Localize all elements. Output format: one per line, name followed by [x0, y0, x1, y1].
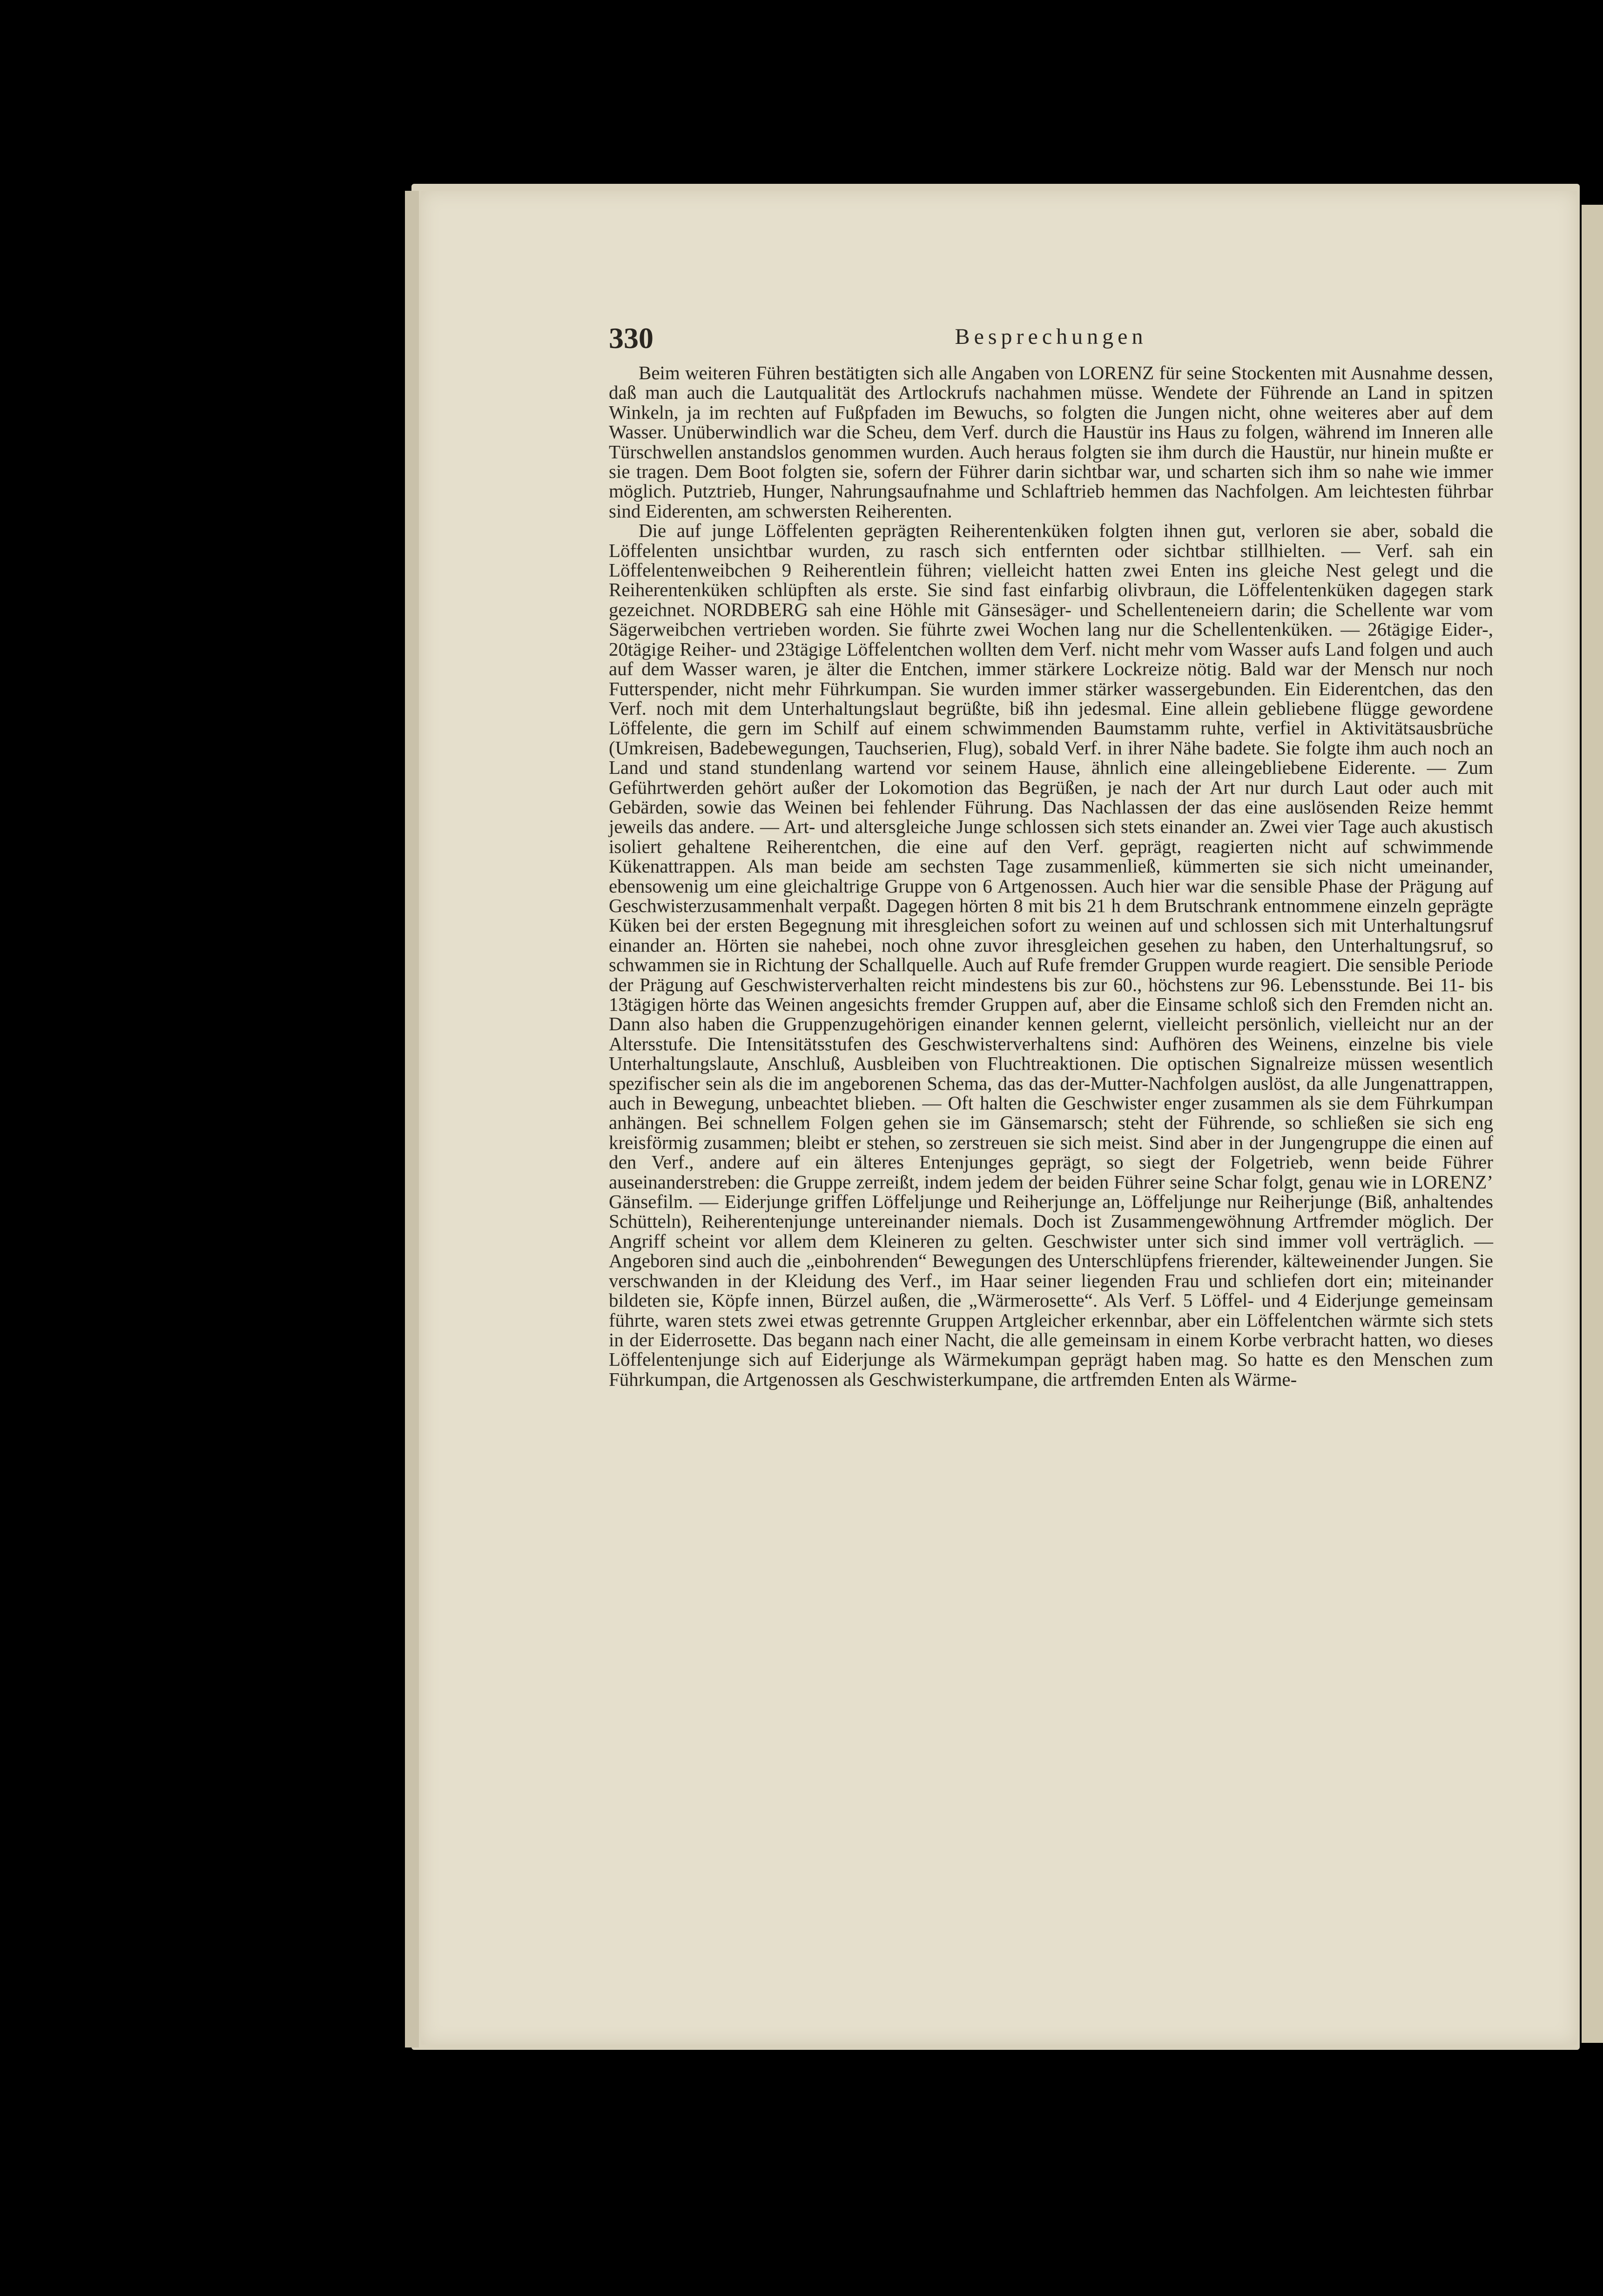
facing-page-edge — [1582, 205, 1603, 2043]
page-header — [609, 321, 1493, 363]
paragraph-2: Die auf junge Löffelenten geprägten Reiherentenküken folgten ihnen gut, verloren sie aber, sobald die Löffelenten unsichtbar wurden, zu rasch sich entfernten oder sichtbar stillhielten. — Verf. sah ein Löffelentenweibchen 9 Reiherentlein führen; vielleicht hatten zwei Enten ins gleiche Nest gelegt und die Reiherentenküken schlüpften als erste. Sie sind fast einfarbig olivbraun, die Löffelentenküken dagegen stark gezeichnet. NORDBERG sah eine Höhle mit Gänsesäger- und Schellenteneiern darin; die Schellente war vom Sägerweibchen vertrieben worden. Sie führte zwei Wochen lang nur die Schellentenküken. — 26tägige Eider-, 20tägige Reiher- und 23tägige Löffelentchen wollten dem Verf. nicht mehr vom Wasser aufs Land folgen und auch auf dem Wasser waren, je älter die Entchen, immer stärkere Lockreize nötig. Bald war der Mensch nur noch Futterspender, nicht mehr Führkumpan. Sie wurden immer stärker wassergebunden. Ein Eiderentchen, das den Verf. noch mit dem Unterhaltungslaut begrüßte, biß ihn jedesmal. Eine allein gebliebene flügge gewordene Löffelente, die gern im Schilf auf einem schwimmenden Baumstamm ruhte, verfiel in Aktivitätsausbrüche (Umkreisen, Badebewegungen, Tauchserien, Flug), sobald Verf. in ihrer Nähe badete. Sie folgte ihm auch noch an Land und stand stundenlang wartend vor seinem Hause, ähnlich eine alleingebliebene Eiderente. — Zum Geführtwerden gehört außer der Lokomotion das Begrüßen, je nach der Art nur durch Laut oder auch mit Gebärden, sowie das Weinen bei fehlender Führung. Das Nachlassen der das eine auslösenden Reize hemmt jeweils das andere. — Art- und altersgleiche Junge schlossen sich stets einander an. Zwei vier Tage auch akustisch isoliert gehaltene Reiherentchen, die eine auf den Verf. geprägt, reagierten nicht auf schwimmende Kükenattrappen. Als man beide am sechsten Tage zusammenließ, kümmerten sie sich nicht umeinander, ebensowenig um eine gleichaltrige Gruppe von 6 Artgenossen. Auch hier war die sensible Phase der Prägung auf Geschwisterzusammenhalt verpaßt. Dagegen hörten 8 mit bis 21 h dem Brutschrank entnommene einzeln geprägte Küken bei der ersten Begegnung mit ihresgleichen sofort zu weinen auf und schlossen sich mit Unterhaltungsruf einander an. Hörten sie nahebei, noch ohne zuvor ihresgleichen gesehen zu haben, den Unterhaltungsruf, so schwammen sie in Richtung der Schallquelle. Auch auf Rufe fremder Gruppen wurde reagiert. Die sensible Periode der Prägung auf Geschwisterverhalten reicht mindestens bis zur 60., höchstens zur 96. Lebensstunde. Bei 11- bis 13tägigen hörte das Weinen angesichts fremder Gruppen auf, aber die Einsame schloß sich den Fremden nicht an. Dann also haben die Gruppenzugehörigen einander kennen gelernt, vielleicht persönlich, vielleicht nur an der Altersstufe. Die Intensitätsstufen des Geschwisterverhaltens sind: Aufhören des Weinens, einzelne bis viele Unterhaltungslaute, Anschluß, Ausbleiben von Fluchtreaktionen. Die optischen Signalreize müssen wesentlich spezifischer sein als die im angeborenen Schema, das das der-Mutter-Nachfolgen auslöst, da alle Jungenattrappen, auch in Bewegung, unbeachtet blieben. — Oft halten die Geschwister enger zusammen als sie dem Führkumpan anhängen. Bei schnellem Folgen gehen sie im Gänsemarsch; steht der Führende, so schließen sie sich eng kreisförmig zusammen; bleibt er stehen, so zerstreuen sie sich meist. Sind aber in der Jungengruppe die einen auf den Verf., andere auf ein älteres Entenjunges geprägt, so siegt der Folgetrieb, wenn beide Führer auseinanderstreben: die Gruppe zerreißt, indem jedem der beiden Führer seine Schar folgt, genau wie in LORENZ’ Gänsefilm. — Eiderjunge griffen Löffeljunge und Reiherjunge an, Löffeljunge nur Reiherjunge (Biß, anhaltendes Schütteln), Reiherentenjunge untereinander niemals. Doch ist Zusammengewöhnung Artfremder möglich. Der Angriff scheint vor allem dem Kleineren zu gelten. Geschwister unter sich sind immer voll verträglich. — Angeboren sind auch die „einbohrenden“ Bewegungen des Unterschlüpfens frierender, kälteweinender Jungen. Sie verschwanden in der Kleidung des Verf., im Haar seiner liegenden Frau und schliefen dort ein; miteinander bildeten sie, Köpfe innen, Bürzel außen, die „Wärmerosette“. Als Verf. 5 Löffel- und 4 Eiderjunge gemeinsam führte, waren stets zwei etwas getrennte Gruppen Artgleicher erkennbar, aber ein Löffelentchen wärmte sich stets in der Eiderrosette. Das begann nach einer Nacht, die alle gemeinsam in einem Korbe verbracht hatten, wo dieses Löffelentenjunge sich auf Eiderjunge als Wärmekumpan geprägt haben mag. So hatte es den Menschen zum Führkumpan, die Artgenossen als Geschwisterkumpane, die artfremden Enten als Wärme- — [609, 520, 1493, 1390]
page-stack-edge — [405, 191, 419, 2048]
page-number: 330 — [609, 322, 653, 355]
page-content — [609, 321, 1493, 1389]
running-head: Besprechungen — [955, 324, 1147, 349]
paragraph-1: Beim weiteren Führen bestätigten sich alle Angaben von LORENZ für seine Stockenten mit Ausnahme dessen, daß man auch die Lautqualität des Artlockrufs nachahmen müsse. Wendete der Führende an Land in spitzen Winkeln, ja im rechten auf Fußpfaden im Bewuchs, so folgten die Jungen nicht, ohne weiteres aber auf dem Wasser. Unüberwindlich war die Scheu, dem Verf. durch die Haustür ins Haus zu folgen, während im Inneren alle Türschwellen anstandslos genommen wurden. Auch heraus folgten sie ihm durch die Haustür, nur hinein mußte er sie tragen. Dem Boot folgten sie, sofern der Führer darin sichtbar war, und scharten sich ihm so nahe wie immer möglich. Putztrieb, Hunger, Nahrungsaufnahme und Schlaftrieb hemmen das Nachfolgen. Am leichtesten führbar sind Eiderenten, am schwersten Reiherenten. — [609, 362, 1493, 522]
